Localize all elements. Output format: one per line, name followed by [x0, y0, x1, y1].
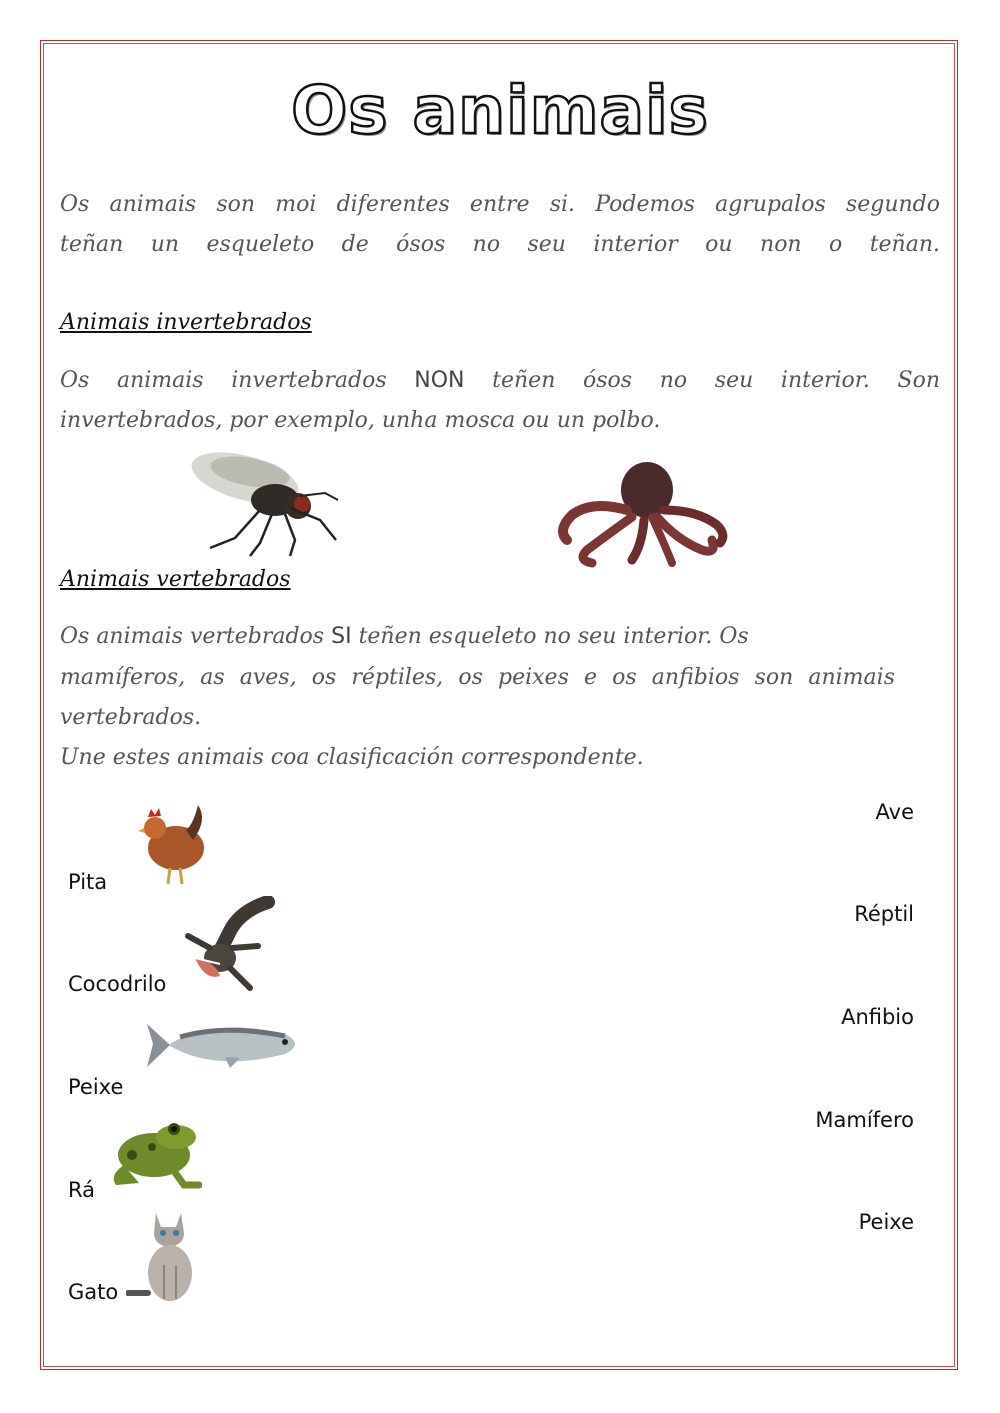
vertebrates-line-1a: Os animais vertebrados: [60, 624, 325, 649]
vertebrates-line-1: [60, 617, 840, 657]
class-label-anfibio: Anfibio: [841, 1005, 914, 1029]
intro-line-1: Os animais son moi diferentes entre si. Podemos agrupalos segundo: [60, 192, 940, 217]
vertebrates-heading: Animais vertebrados: [60, 567, 291, 592]
frog-image: [104, 1115, 202, 1190]
si-emphasis: SI: [331, 624, 352, 649]
vertebrates-line-3: vertebrados.: [60, 705, 202, 730]
animal-label-gato: Gato: [68, 1280, 119, 1304]
vertebrates-line-2: mamíferos, as aves, os réptiles, os peixes e os anfibios son animais: [60, 665, 895, 690]
animal-label-cocodrilo: Cocodrilo: [68, 972, 167, 996]
animal-label-peixe: Peixe: [68, 1075, 124, 1099]
invertebrates-line-2: invertebrados, por exemplo, unha mosca ou un polbo.: [60, 408, 661, 433]
invertebrates-line-1b: teñen ósos no seu interior. Son: [492, 368, 940, 393]
class-label-peixe: Peixe: [858, 1210, 914, 1234]
octopus-image: [552, 455, 732, 570]
fly-image: [190, 448, 340, 558]
invertebrates-line-1: [60, 361, 940, 401]
class-label-ave: Ave: [875, 800, 914, 824]
hen-image: [138, 800, 208, 888]
animal-label-ra: Rá: [68, 1178, 95, 1202]
vertebrates-line-1b: teñen esqueleto no seu interior. Os: [358, 624, 749, 649]
invertebrates-heading: Animais invertebrados: [60, 310, 312, 335]
cat-image: [126, 1205, 208, 1302]
intro-line-2: teñan un esqueleto de ósos no seu interior ou non o teñan.: [60, 232, 940, 257]
animal-label-pita: Pita: [68, 870, 108, 894]
fish-image: [145, 1012, 305, 1077]
crocodile-image: [180, 896, 275, 994]
class-label-reptil: Réptil: [854, 902, 914, 926]
class-label-mamifero: Mamífero: [815, 1108, 914, 1132]
instruction-text: Une estes animais coa clasificación correspondente.: [60, 745, 644, 770]
page-title: Os animais: [291, 72, 709, 149]
non-emphasis: NON: [414, 368, 465, 393]
invertebrates-line-1a: Os animais invertebrados: [60, 368, 387, 393]
